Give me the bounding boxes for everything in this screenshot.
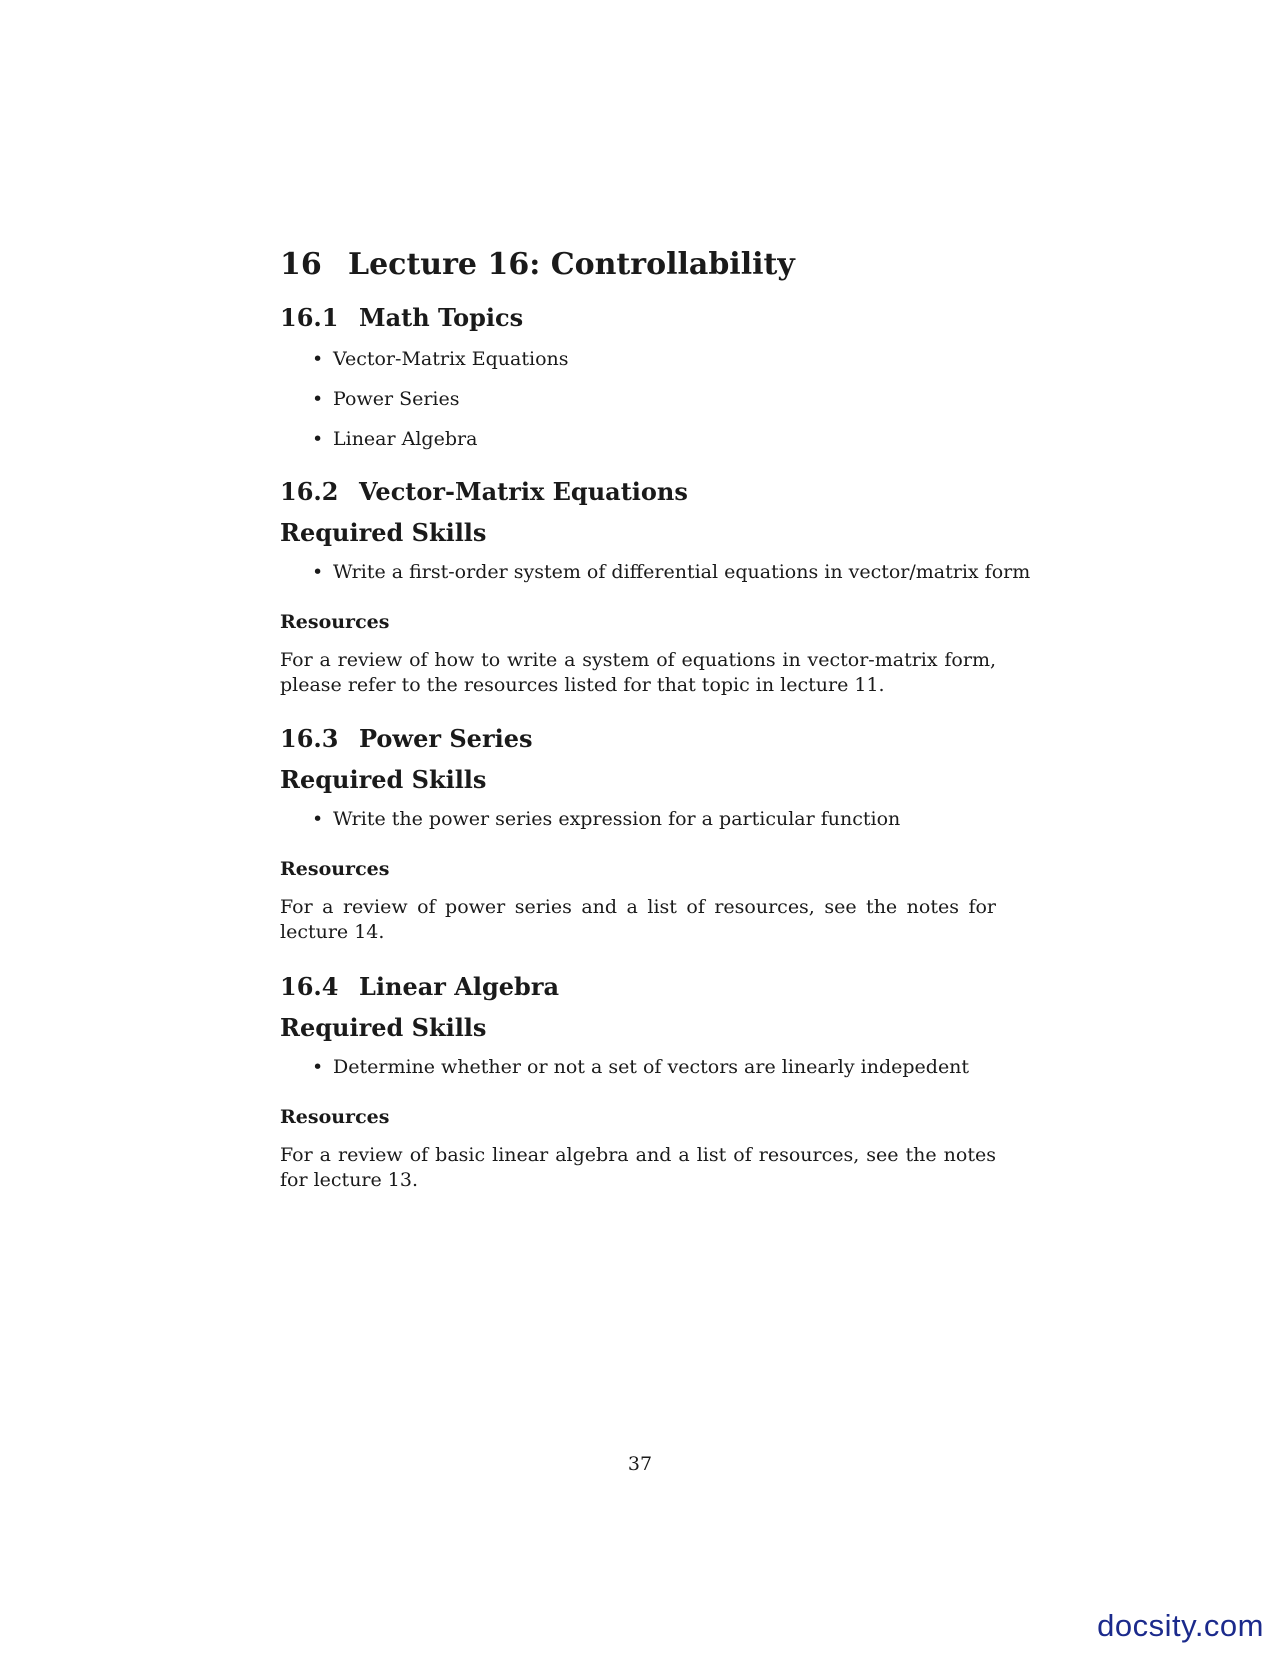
subsection-number: 16.3: [280, 724, 339, 753]
resources-heading: Resources: [280, 1106, 390, 1128]
subsection-title: Linear Algebra: [359, 972, 560, 1001]
list-item: [312, 388, 996, 410]
list-item-text: Write a first-order system of differential equations in vector/matrix form: [333, 561, 1031, 583]
skills-list: [280, 808, 996, 830]
subsection-heading-linear-algebra: [280, 972, 996, 1001]
subsection-title: Vector-Matrix Equations: [359, 477, 688, 506]
resources-heading: Resources: [280, 858, 390, 880]
bullet: •: [312, 808, 324, 830]
required-skills-heading: Required Skills: [280, 1013, 487, 1042]
list-item-text: Determine whether or not a set of vectors are linearly indepedent: [333, 1056, 970, 1078]
list-item: [312, 1056, 996, 1078]
skills-list: [280, 561, 1031, 583]
bullet: •: [312, 561, 324, 583]
list-item: [312, 561, 1031, 583]
required-skills-heading: Required Skills: [280, 765, 487, 794]
subsection-heading-math-topics: [280, 303, 996, 332]
resources-heading: Resources: [280, 611, 390, 633]
resources-paragraph: For a review of power series and a list of resources, see the notes for lecture 14.: [280, 896, 996, 943]
subsection-number: 16.2: [280, 477, 339, 506]
subsection-heading-power-series: [280, 724, 996, 753]
bullet: •: [312, 348, 324, 370]
bullet: •: [312, 1056, 324, 1078]
subsection-title: Math Topics: [359, 303, 524, 332]
section-heading: [280, 247, 996, 294]
subsection-title: Power Series: [359, 724, 533, 753]
list-item: [312, 348, 996, 370]
list-item-text: Vector-Matrix Equations: [333, 348, 569, 370]
list-item-text: Power Series: [333, 388, 460, 410]
page-content: [280, 247, 1031, 1193]
page-number: 37: [627, 1453, 653, 1475]
math-topics-list: [280, 348, 996, 450]
required-skills-heading: Required Skills: [280, 518, 487, 547]
subsection-heading-vector-matrix: [280, 477, 996, 506]
bullet: •: [312, 388, 324, 410]
skills-list: [280, 1056, 996, 1078]
section-title: Lecture 16: Controllability: [348, 247, 795, 282]
list-item-text: Linear Algebra: [333, 428, 478, 450]
docsity-watermark[interactable]: docsity.com: [1097, 1608, 1264, 1643]
bullet: •: [312, 428, 324, 450]
resources-paragraph: For a review of basic linear algebra and a list of resources, see the notes for lecture 13.: [280, 1144, 996, 1191]
subsection-number: 16.4: [280, 972, 339, 1001]
list-item: [312, 808, 996, 830]
subsection-number: 16.1: [280, 303, 339, 332]
resources-paragraph: For a review of how to write a system of equations in vector-matrix form, please refer to the resources listed for that topic in lecture 11.: [280, 649, 996, 696]
section-number: 16: [280, 247, 322, 282]
list-item-text: Write the power series expression for a particular function: [333, 808, 901, 830]
list-item: [312, 428, 996, 450]
